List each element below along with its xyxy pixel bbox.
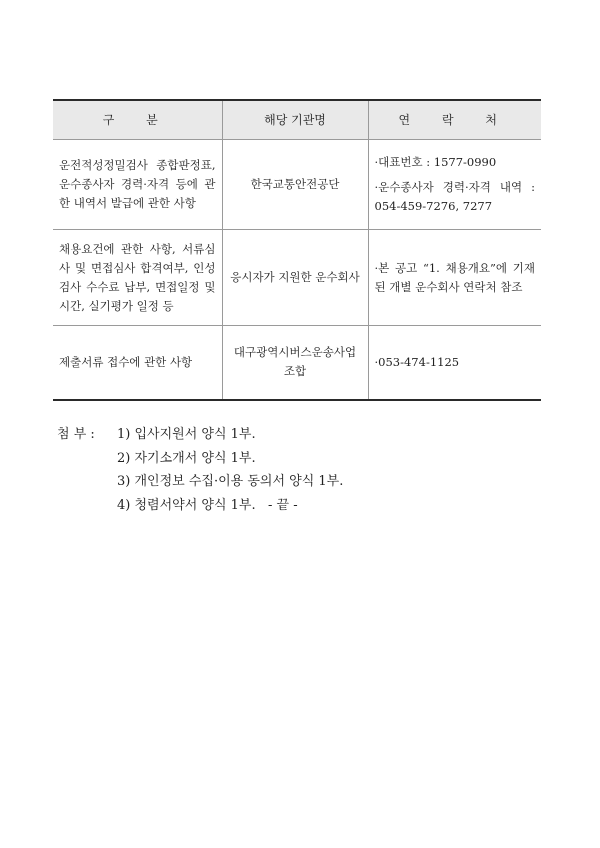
attachment-item: 1) 입사지원서 양식 1부. [117,427,256,442]
attachment-item: 2) 자기소개서 양식 1부. [117,450,256,466]
attachment-line [57,423,343,447]
table-row [53,326,541,400]
contact-table [53,99,541,401]
header-agency: 해당 기관명 [222,100,368,140]
attachments-section [57,423,343,517]
attachment-line [57,494,343,518]
attachments-label: 첨 부 : [57,427,99,442]
header-category: 구 분 [53,100,222,140]
contact-item: ·대표번호 : 1577-0990 [374,155,497,169]
attachment-item: 3) 개인정보 수집·이용 동의서 양식 1부. [117,474,344,489]
row-agency: 한국교통안전공단 [222,140,368,230]
row-content: 채용요건에 관한 사항, 서류심사 및 면접심사 합격여부, 인성검사 수수료 납부, 면접일정 및 시간, 실기평가 일정 등 [53,230,222,326]
contact-item: ·운수종사자 경력·자격 내역 : 054-459-7276, 7277 [374,180,535,213]
contact-item: ·053-474-1125 [374,354,460,369]
row-agency: 응시자가 지원한 운수회사 [222,230,368,326]
table-row [53,230,541,326]
table-header-row [53,100,541,140]
row-contact [368,140,541,230]
row-contact [368,326,541,400]
attachment-item: 4) 청렴서약서 양식 1부. - 끝 - [117,497,298,513]
row-content: 운전적성정밀검사 종합판정표, 운수종사자 경력·자격 등에 관한 내역서 발급에 관한 사항 [53,140,222,230]
row-contact [368,230,541,326]
table-row [53,140,541,230]
row-content: 제출서류 접수에 관한 사항 [53,326,222,400]
attachment-line [57,447,343,471]
contact-item: ·본 공고 “1. 채용개요”에 기재된 개별 운수회사 연락처 참조 [374,260,535,294]
row-agency: 대구광역시버스운송사업조합 [222,326,368,400]
header-contact: 연 락 처 [368,100,541,140]
attachment-line [57,470,343,494]
